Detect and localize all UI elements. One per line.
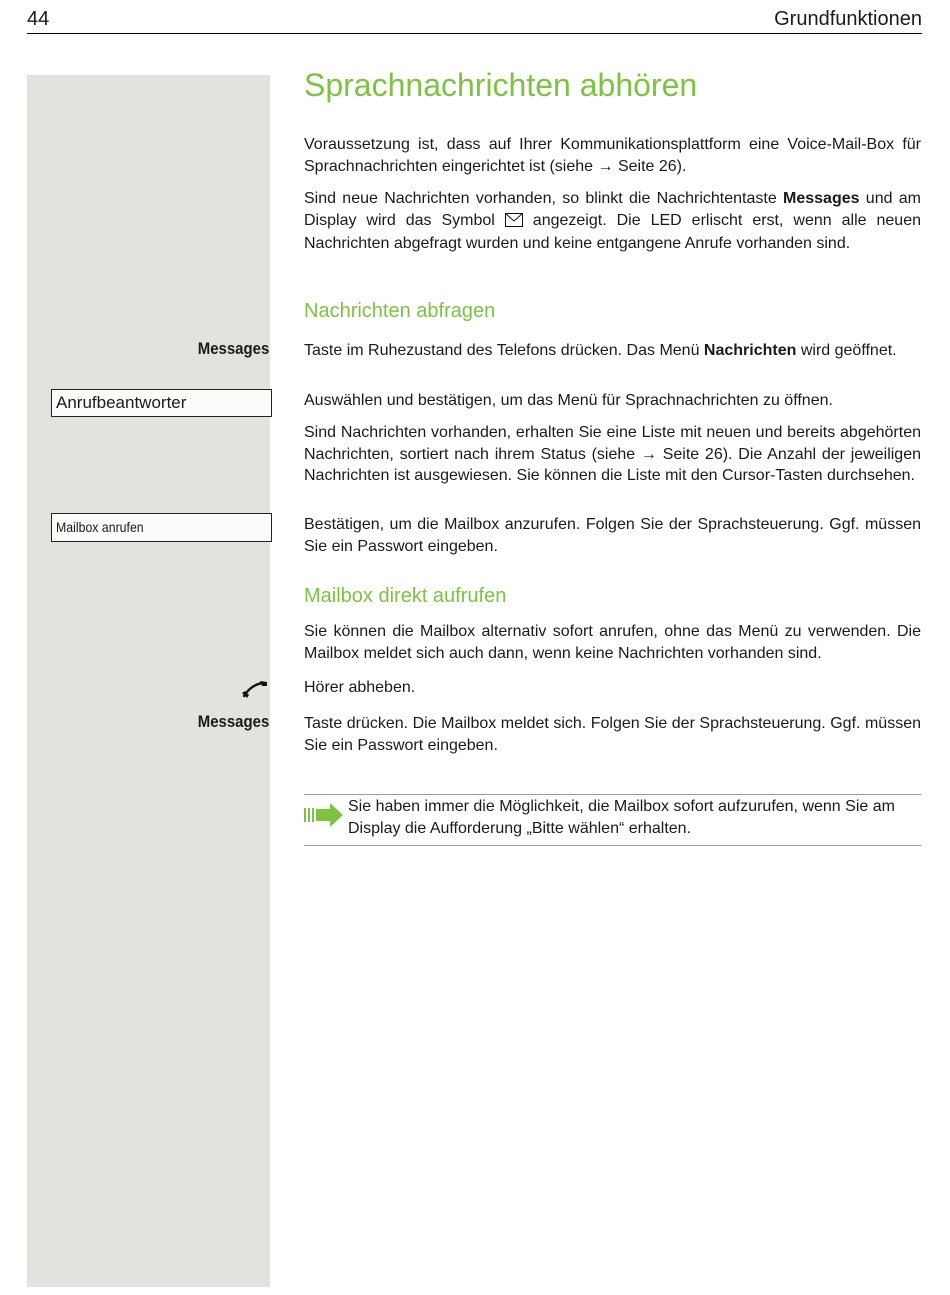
intro-p2-after: angezeigt. Die LED erlischt erst, wenn alle neuen Nachrichten abgefragt wurden und keine entgangene Anrufe vorhanden sind. [304,211,921,253]
intro-p2-mid: und am Display wird das Symbol [304,190,922,229]
step-press-messages [304,340,921,362]
step-message-list: Sind Nachrichten vorhanden, erhalten Sie eine Liste mit neuen und bereits abgehörten Nachrichten, sortiert nach ihrem Status (siehe → Seite 26). Die Anzahl der jeweiligen Nachrichten ist ausgewiesen. Sie können die Liste mit den Cursor-Tasten durchsehen. [304,424,921,485]
step1-after: wird geöffnet. [796,342,897,359]
intro-paragraph-2 [304,188,921,255]
intro-paragraph-1: Voraussetzung ist, dass auf Ihrer Kommunikationsplattform eine Voice-Mail-Box für Sprachnachrichten eingerichtet ist (siehe → Seite 26). [304,136,921,175]
intro-p2-before: Sind neue Nachrichten vorhanden, so blinkt die Nachrichtentaste [304,190,784,207]
header-rule [27,33,922,34]
step-press-messages-2: Taste drücken. Die Mailbox meldet sich. Folgen Sie der Sprachsteuerung. Ggf. müssen Sie ein Passwort eingeben. [304,715,921,754]
intro-p2-key: Messages [783,190,860,207]
step-confirm-mailbox: Bestätigen, um die Mailbox anzurufen. Folgen Sie der Sprachsteuerung. Ggf. müssen Sie ein Passwort eingeben. [304,516,921,555]
section-heading-nachrichten-abfragen: Nachrichten abfragen [304,300,496,322]
step-select-anrufbeantworter: Auswählen und bestätigen, um das Menü für Sprachnachrichten zu öffnen. [304,392,833,409]
note-arrow-icon [304,802,344,833]
page-title: Sprachnachrichten abhören [304,67,698,103]
handset-icon[interactable] [241,678,269,705]
messages-key-label[interactable]: Messages [197,339,269,358]
step1-menu-name: Nachrichten [703,342,797,359]
page-number: 44 [27,8,50,30]
menu-item-anrufbeantworter[interactable]: Anrufbeantworter [51,389,272,417]
sidebar-column [27,75,270,1287]
menu-item-mailbox-anrufen[interactable] [51,513,272,542]
messages-key-label-2[interactable]: Messages [197,712,269,731]
step1-before: Taste im Ruhezustand des Telefons drücken. Das Menü [304,342,704,359]
running-head: Grundfunktionen [774,8,922,30]
step-lift-handset: Hörer abheben. [304,679,416,696]
menu-item-mailbox-anrufen-label: Mailbox anrufen [56,519,144,535]
section-heading-mailbox-direkt: Mailbox direkt aufrufen [304,585,507,607]
envelope-icon [505,212,523,234]
section2-intro: Sie können die Mailbox alternativ sofort anrufen, ohne das Menü zu verwenden. Die Mailbox meldet sich auch dann, wenn keine Nachrichten vorhanden sind. [304,623,921,662]
hint-text: Sie haben immer die Möglichkeit, die Mailbox sofort aufzurufen, wenn Sie am Display die Aufforderung „Bitte wählen“ erhalten. [348,798,895,837]
